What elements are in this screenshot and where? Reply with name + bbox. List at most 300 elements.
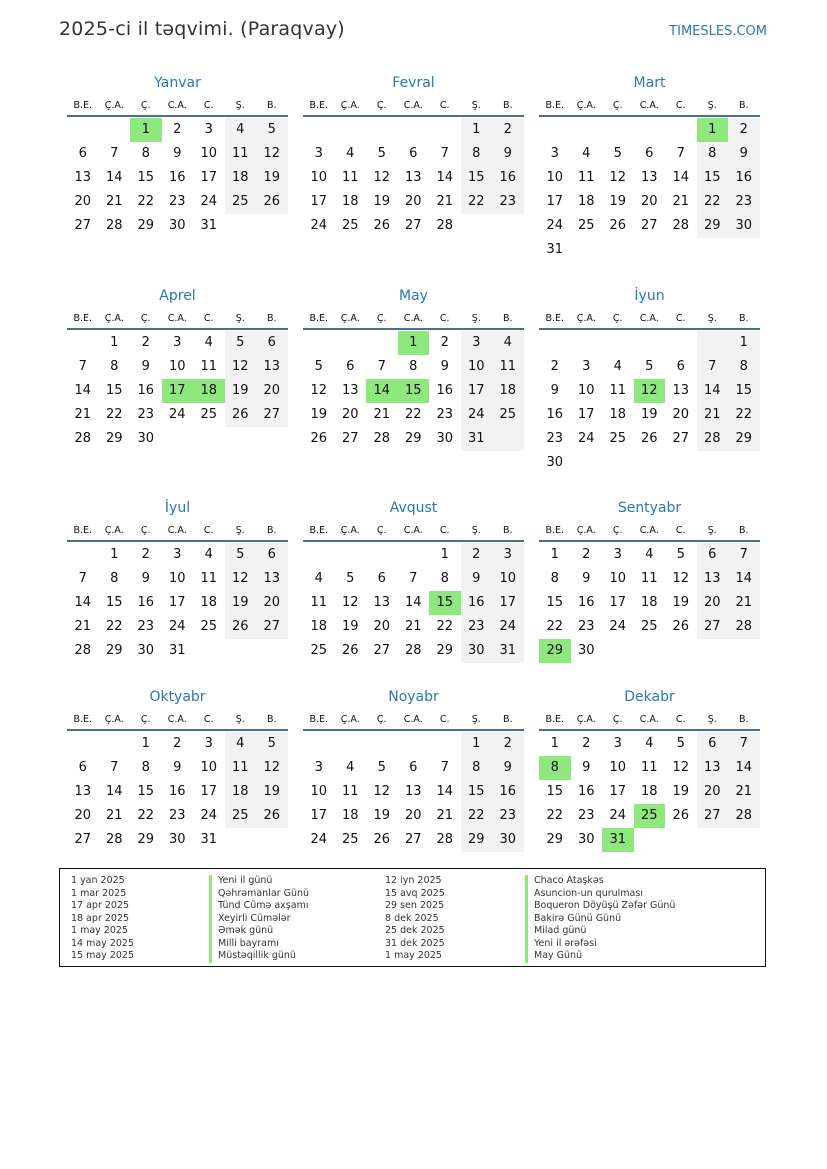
day-cell: 16	[168, 170, 186, 185]
month-6	[67, 497, 288, 663]
weekday-label: B.E.	[545, 525, 565, 536]
empty-cell	[665, 451, 697, 475]
day-cell: 31	[200, 832, 218, 847]
day-cell: 17	[200, 784, 218, 799]
day-cell: 24	[609, 808, 627, 823]
day-cell: 10	[310, 170, 328, 185]
weekday-label: Ç.	[140, 714, 151, 725]
day-cell: 1	[398, 331, 430, 355]
day-cell: 23	[137, 407, 155, 422]
day-cell: 3	[613, 736, 622, 751]
day-cell: 29	[436, 643, 454, 658]
day-cell: 29	[137, 218, 155, 233]
day-cell: 4	[346, 146, 355, 161]
day-cell: 24	[546, 218, 564, 233]
day-cell: 26	[256, 804, 288, 828]
weekday-label: Ç.	[612, 714, 623, 725]
day-cell: 26	[672, 808, 690, 823]
empty-cell	[303, 118, 335, 142]
weekday-label: Ç.A.	[340, 313, 360, 324]
day-cell: 6	[377, 571, 386, 586]
day-cell: 9	[492, 142, 524, 166]
empty-cell	[665, 828, 697, 852]
day-cell: 30	[546, 455, 564, 470]
weekday-label: Ç.A.	[576, 100, 596, 111]
day-cell: 16	[137, 595, 155, 610]
day-cell: 10	[609, 760, 627, 775]
month-name: Aprel	[159, 288, 196, 304]
day-cell: 5	[314, 359, 323, 374]
day-cell: 21	[728, 591, 760, 615]
day-cell: 17	[162, 379, 194, 403]
day-cell: 19	[310, 407, 328, 422]
day-cell: 29	[546, 832, 564, 847]
day-cell: 18	[640, 784, 658, 799]
day-cell: 11	[341, 784, 359, 799]
weekday-label: B.E.	[73, 714, 93, 725]
day-cell: 25	[225, 190, 257, 214]
day-cell: 12	[672, 571, 690, 586]
day-cell: 8	[461, 756, 493, 780]
day-cell: 17	[310, 808, 328, 823]
weekday-label: B.E.	[545, 100, 565, 111]
day-cell: 5	[225, 543, 257, 567]
month-name: İyun	[634, 288, 665, 304]
day-cell: 17	[310, 194, 328, 209]
day-cell: 13	[74, 170, 92, 185]
day-cell: 26	[672, 619, 690, 634]
day-cell: 9	[173, 760, 182, 775]
day-cell: 22	[105, 407, 123, 422]
day-cell: 9	[550, 383, 559, 398]
days-grid	[539, 331, 760, 475]
day-cell: 25	[200, 407, 218, 422]
weekday-label: Ç.	[612, 525, 623, 536]
empty-cell	[634, 639, 666, 663]
day-cell: 27	[341, 431, 359, 446]
day-cell: 26	[310, 431, 328, 446]
empty-cell	[665, 331, 697, 355]
weekday-label: B.	[502, 714, 513, 725]
month-name: İyul	[164, 500, 191, 516]
day-cell: 10	[577, 383, 595, 398]
day-cell: 27	[672, 431, 690, 446]
day-cell: 23	[436, 407, 454, 422]
weekday-label: Ş.	[471, 714, 481, 725]
day-cell: 2	[582, 547, 591, 562]
day-cell: 18	[492, 379, 524, 403]
day-cell: 12	[634, 379, 666, 403]
day-cell: 24	[577, 431, 595, 446]
day-cell: 20	[341, 407, 359, 422]
day-cell: 10	[546, 170, 564, 185]
day-cell: 30	[137, 643, 155, 658]
day-cell: 30	[137, 431, 155, 446]
day-cell: 4	[314, 571, 323, 586]
day-cell: 23	[728, 190, 760, 214]
day-cell: 24	[609, 619, 627, 634]
day-cell: 10	[200, 760, 218, 775]
day-cell: 17	[492, 591, 524, 615]
day-cell: 13	[341, 383, 359, 398]
day-cell: 5	[377, 146, 386, 161]
day-cell: 16	[137, 383, 155, 398]
day-cell: 21	[373, 407, 391, 422]
day-cell: 24	[200, 194, 218, 209]
day-cell: 28	[105, 832, 123, 847]
day-cell: 9	[141, 571, 150, 586]
empty-cell	[335, 543, 367, 567]
day-cell: 13	[256, 355, 288, 379]
weekday-label: C.A.	[639, 313, 659, 324]
day-cell: 28	[672, 218, 690, 233]
day-cell: 3	[461, 331, 493, 355]
day-cell: 9	[582, 760, 591, 775]
empty-cell	[571, 238, 603, 262]
days-grid	[303, 118, 524, 238]
day-cell: 11	[577, 170, 595, 185]
day-cell: 20	[697, 780, 729, 804]
day-cell: 28	[728, 804, 760, 828]
empty-cell	[162, 427, 194, 451]
day-cell: 3	[582, 359, 591, 374]
day-cell: 8	[697, 142, 729, 166]
weekday-header	[303, 308, 524, 330]
weekday-label: C.	[203, 100, 214, 111]
empty-cell	[303, 732, 335, 756]
day-cell: 28	[436, 218, 454, 233]
day-cell: 21	[74, 407, 92, 422]
brand-link[interactable]: TIMESLES.COM	[669, 24, 767, 39]
day-cell: 7	[110, 760, 119, 775]
legend-holiday-name: Qəhrəmanlar Günü	[209, 888, 309, 901]
weekday-label: B.E.	[545, 714, 565, 725]
day-cell: 27	[74, 832, 92, 847]
day-cell: 2	[173, 122, 182, 137]
weekday-label: Ç.	[376, 714, 387, 725]
day-cell: 24	[310, 218, 328, 233]
day-cell: 23	[461, 615, 493, 639]
day-cell: 16	[546, 407, 564, 422]
day-cell: 16	[728, 166, 760, 190]
day-cell: 29	[539, 639, 571, 663]
weekday-label: C.	[203, 313, 214, 324]
day-cell: 1	[728, 331, 760, 355]
day-cell: 28	[697, 427, 729, 451]
month-name: Fevral	[392, 75, 435, 91]
day-cell: 3	[173, 335, 182, 350]
day-cell: 5	[676, 736, 685, 751]
month-11	[539, 686, 760, 852]
empty-cell	[335, 118, 367, 142]
day-cell: 24	[200, 808, 218, 823]
day-cell: 27	[256, 615, 288, 639]
empty-cell	[398, 543, 430, 567]
empty-cell	[99, 732, 131, 756]
day-cell: 9	[461, 567, 493, 591]
day-cell: 25	[341, 832, 359, 847]
day-cell: 29	[105, 643, 123, 658]
weekday-label: Ç.A.	[340, 100, 360, 111]
day-cell: 9	[440, 359, 449, 374]
weekday-label: B.	[738, 313, 749, 324]
day-cell: 14	[105, 784, 123, 799]
empty-cell	[398, 732, 430, 756]
day-cell: 11	[225, 756, 257, 780]
day-cell: 3	[204, 736, 213, 751]
weekday-label: B.E.	[73, 313, 93, 324]
day-cell: 30	[492, 828, 524, 852]
weekday-label: C.A.	[167, 525, 187, 536]
day-cell: 22	[546, 619, 564, 634]
day-cell: 30	[168, 218, 186, 233]
day-cell: 30	[577, 643, 595, 658]
day-cell: 27	[373, 643, 391, 658]
day-cell: 7	[377, 359, 386, 374]
legend-holiday-name: May Günü	[525, 950, 675, 963]
empty-cell	[67, 732, 99, 756]
day-cell: 25	[200, 619, 218, 634]
legend-date: 15 may 2025	[71, 950, 135, 961]
day-cell: 20	[404, 808, 422, 823]
legend-holiday-name: Bakirə Günü Günü	[525, 913, 675, 926]
days-grid	[303, 543, 524, 663]
day-cell: 25	[341, 218, 359, 233]
day-cell: 2	[173, 736, 182, 751]
day-cell: 26	[225, 403, 257, 427]
days-grid	[67, 732, 288, 852]
day-cell: 23	[577, 619, 595, 634]
day-cell: 14	[728, 756, 760, 780]
weekday-label: Ç.A.	[576, 714, 596, 725]
day-cell: 16	[492, 780, 524, 804]
day-cell: 25	[310, 643, 328, 658]
day-cell: 13	[256, 567, 288, 591]
day-cell: 4	[645, 736, 654, 751]
day-cell: 13	[373, 595, 391, 610]
day-cell: 12	[256, 142, 288, 166]
day-cell: 15	[697, 166, 729, 190]
weekday-label: B.E.	[545, 313, 565, 324]
month-7	[303, 497, 524, 663]
weekday-label: B.	[266, 313, 277, 324]
empty-cell	[256, 639, 288, 663]
month-name: Oktyabr	[149, 689, 206, 705]
empty-cell	[634, 331, 666, 355]
weekday-label: C.A.	[639, 100, 659, 111]
day-cell: 31	[602, 828, 634, 852]
day-cell: 19	[609, 194, 627, 209]
day-cell: 13	[672, 383, 690, 398]
day-cell: 9	[173, 146, 182, 161]
day-cell: 30	[461, 639, 493, 663]
month-1	[303, 72, 524, 238]
day-cell: 9	[582, 571, 591, 586]
empty-cell	[728, 451, 760, 475]
day-cell: 19	[225, 591, 257, 615]
day-cell: 1	[440, 547, 449, 562]
day-cell: 3	[204, 122, 213, 137]
empty-cell	[225, 828, 257, 852]
empty-cell	[571, 451, 603, 475]
day-cell: 28	[74, 431, 92, 446]
empty-cell	[256, 828, 288, 852]
holiday-legend	[59, 868, 766, 967]
day-cell: 15	[398, 379, 430, 403]
day-cell: 12	[672, 760, 690, 775]
empty-cell	[303, 331, 335, 355]
day-cell: 31	[492, 639, 524, 663]
day-cell: 8	[110, 359, 119, 374]
day-cell: 18	[225, 166, 257, 190]
day-cell: 20	[74, 808, 92, 823]
empty-cell	[67, 543, 99, 567]
weekday-label: Ç.A.	[576, 313, 596, 324]
day-cell: 21	[672, 194, 690, 209]
day-cell: 21	[404, 619, 422, 634]
legend-holiday-name: Boqueron Döyüşü Zəfər Günü	[525, 900, 675, 913]
weekday-label: C.A.	[639, 525, 659, 536]
legend-date: 15 avq 2025	[385, 887, 445, 899]
day-cell: 21	[105, 808, 123, 823]
day-cell: 19	[672, 595, 690, 610]
legend-date: 1 may 2025	[71, 925, 128, 936]
month-5	[539, 285, 760, 475]
day-cell: 27	[404, 832, 422, 847]
day-cell: 19	[373, 194, 391, 209]
weekday-label: C.	[203, 525, 214, 536]
legend-date: 14 may 2025	[71, 937, 135, 949]
day-cell: 15	[728, 379, 760, 403]
day-cell: 22	[697, 190, 729, 214]
weekday-label: Ç.	[376, 525, 387, 536]
day-cell: 10	[168, 571, 186, 586]
weekday-header	[67, 709, 288, 731]
day-cell: 18	[577, 194, 595, 209]
day-cell: 8	[110, 571, 119, 586]
weekday-label: Ş.	[235, 714, 245, 725]
day-cell: 8	[409, 359, 418, 374]
weekday-label: Ç.	[140, 313, 151, 324]
day-cell: 16	[436, 383, 454, 398]
day-cell: 6	[676, 359, 685, 374]
day-cell: 8	[461, 142, 493, 166]
empty-cell	[697, 238, 729, 262]
day-cell: 25	[225, 804, 257, 828]
day-cell: 24	[310, 832, 328, 847]
day-cell: 12	[341, 595, 359, 610]
weekday-header	[303, 709, 524, 731]
day-cell: 28	[373, 431, 391, 446]
weekday-label: Ç.	[612, 100, 623, 111]
weekday-label: C.A.	[403, 525, 423, 536]
empty-cell	[539, 331, 571, 355]
empty-cell	[665, 118, 697, 142]
weekday-label: C.	[439, 313, 450, 324]
day-cell: 19	[256, 780, 288, 804]
day-cell: 29	[728, 427, 760, 451]
empty-cell	[67, 118, 99, 142]
day-cell: 26	[373, 832, 391, 847]
day-cell: 25	[492, 403, 524, 427]
day-cell: 17	[461, 379, 493, 403]
day-cell: 26	[341, 643, 359, 658]
weekday-header	[67, 95, 288, 117]
day-cell: 14	[436, 170, 454, 185]
day-cell: 7	[409, 571, 418, 586]
day-cell: 12	[373, 170, 391, 185]
day-cell: 18	[193, 379, 225, 403]
day-cell: 23	[546, 431, 564, 446]
day-cell: 11	[640, 760, 658, 775]
weekday-label: C.	[675, 313, 686, 324]
day-cell: 15	[546, 595, 564, 610]
day-cell: 29	[137, 832, 155, 847]
empty-cell	[225, 639, 257, 663]
day-cell: 17	[577, 407, 595, 422]
day-cell: 6	[78, 760, 87, 775]
day-cell: 4	[346, 760, 355, 775]
day-cell: 10	[492, 567, 524, 591]
day-cell: 5	[346, 571, 355, 586]
empty-cell	[571, 118, 603, 142]
day-cell: 3	[314, 760, 323, 775]
day-cell: 10	[200, 146, 218, 161]
month-name: May	[399, 288, 428, 304]
weekday-label: Ç.A.	[340, 525, 360, 536]
day-cell: 13	[697, 756, 729, 780]
month-name: Dekabr	[624, 689, 675, 705]
day-cell: 1	[110, 547, 119, 562]
legend-right-names	[525, 875, 675, 963]
weekday-header	[539, 95, 760, 117]
day-cell: 1	[461, 118, 493, 142]
days-grid	[539, 732, 760, 852]
day-cell: 22	[461, 190, 493, 214]
day-cell: 6	[256, 543, 288, 567]
day-cell: 23	[492, 804, 524, 828]
day-cell: 8	[728, 355, 760, 379]
empty-cell	[665, 238, 697, 262]
legend-date: 12 iyn 2025	[385, 875, 442, 886]
day-cell: 31	[461, 427, 493, 451]
empty-cell	[571, 331, 603, 355]
day-cell: 18	[341, 194, 359, 209]
day-cell: 5	[377, 760, 386, 775]
day-cell: 6	[697, 543, 729, 567]
empty-cell	[67, 331, 99, 355]
day-cell: 21	[728, 780, 760, 804]
day-cell: 27	[640, 218, 658, 233]
day-cell: 10	[310, 784, 328, 799]
weekday-header	[539, 520, 760, 542]
empty-cell	[602, 238, 634, 262]
day-cell: 15	[461, 166, 493, 190]
day-cell: 25	[640, 619, 658, 634]
day-cell: 12	[609, 170, 627, 185]
day-cell: 24	[168, 619, 186, 634]
legend-holiday-name: Milad günü	[525, 925, 675, 938]
empty-cell	[429, 118, 461, 142]
weekday-label: B.E.	[73, 100, 93, 111]
weekday-header	[539, 308, 760, 330]
day-cell: 31	[200, 218, 218, 233]
day-cell: 4	[204, 547, 213, 562]
day-cell: 1	[697, 118, 729, 142]
day-cell: 27	[697, 804, 729, 828]
legend-date: 1 yan 2025	[71, 875, 125, 886]
day-cell: 20	[640, 194, 658, 209]
